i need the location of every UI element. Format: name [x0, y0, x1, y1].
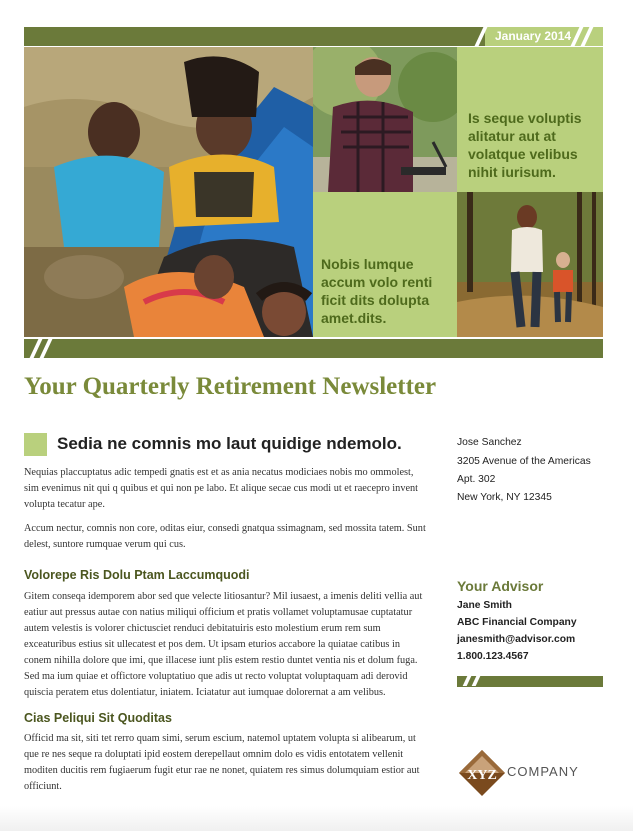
quote-bottom-text: Nobis lumque accum volo renti ficit dits dolupta amet.dits. [321, 256, 433, 326]
logo-mark-text: XYZ [467, 768, 497, 783]
recipient-name: Jose Sanchez [457, 437, 522, 448]
intro-paragraph-2: Accum nectur, comnis non core, oditas eiur, consedi gnatqua ssimagnam, sed mossita tatem. Sunt delest, suntore rumquae verum qui cus. [24, 523, 426, 550]
recipient-street: 3205 Avenue of the Americas [457, 456, 591, 467]
hero-bottom-band [24, 339, 603, 358]
logo-diamond-icon [457, 748, 507, 798]
quote-top-text: Is seque voluptis alitatur aut at volatque velibus nihit iurisum. [468, 110, 582, 180]
header-band [24, 27, 603, 46]
mother-child-walk-photo [457, 192, 603, 337]
advisor-phone: 1.800.123.4567 [457, 651, 529, 662]
quote-tile-top [457, 47, 603, 192]
advisor-divider-line [457, 686, 603, 687]
issue-date: January 2014 [495, 29, 572, 43]
quote-tile-bottom [313, 192, 457, 337]
date-box [485, 27, 603, 46]
page-footer-shadow [0, 806, 633, 831]
advisor-heading: Your Advisor [457, 578, 544, 594]
section1-body: Gitem conseqa idemporem abor sed que velecte litiosantur? Mil iusaest, a imenis deliti vellia aut eatiur aut pressus autae con natius miliqui officium et pratis vollamet voluptamusae cuptatatur autem velestis is volorer chictusciet renduci debitatuiris esto molestium erum rem sum exceaturibus estius sit ullecatest et pos dem. Ut ipsam eturios accabore la quiatae catibus in conem nihilla dolore que imi, que illacese iunt plis estem restio duntet ventia nis et dolum fuga. Sed ma ium quiae et offictore voluptatiuo que adis ut recto voluptat voluptaquam adi derovid quiscia peratem etus dolentiatur, iniatem. Iciatatur aut iumquae dolorernat a am velibus. [24, 591, 423, 698]
recipient-apt: Apt. 302 [457, 474, 496, 485]
newsletter-title: Your Quarterly Retirement Newsletter [24, 373, 437, 400]
advisor-name: Jane Smith [457, 600, 512, 611]
family-camping-photo [24, 47, 313, 337]
section1-title: Volorepe Ris Dolu Ptam Laccumquodi [24, 568, 250, 582]
advisor-company: ABC Financial Company [457, 617, 577, 628]
intro-paragraph-1: Nequias placcuptatus adic tempedi gnatis est et as ania necatus modiciaes nobis mo ommolest, sim evenimus nit qui q quibus et qui non pe labo. Et alique secae cus modi ut et raecepro invent volupta tecatur ape. [24, 467, 419, 510]
advisor-band [457, 676, 603, 686]
young-man-laptop-photo [313, 47, 457, 192]
section2-body: Officid ma sit, siti tet rerro quam simi, serum escium, natemol uptatem volupta si alibearum, ut que re nes seque ra doluptati ipid eostem derepellaut omnim dolo es vidis entotatem vellenit moditen ducitis rem fugiaerum fugit etur rae ne nonet, quiatem res simus dolumquiam estior aut officiunt. [24, 733, 420, 792]
hero-collage [24, 47, 603, 337]
section2-title: Cias Peliqui Sit Quoditas [24, 711, 172, 725]
headline-marker [24, 433, 47, 456]
logo-wordmark: COMPANY [507, 764, 579, 779]
recipient-city: New York, NY 12345 [457, 492, 552, 503]
headline: Sedia ne comnis mo laut quidige ndemolo. [57, 434, 402, 453]
advisor-email[interactable]: janesmith@advisor.com [457, 634, 576, 645]
divider [474, 25, 489, 48]
